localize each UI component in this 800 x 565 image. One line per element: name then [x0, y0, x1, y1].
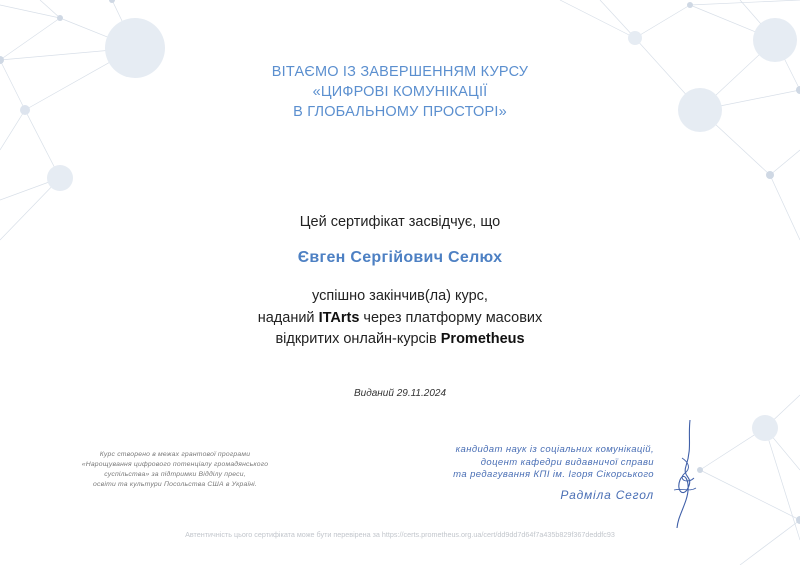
completion-line-2-before: наданий [257, 309, 319, 326]
course-heading [0, 62, 800, 122]
heading-line-3: В ГЛОБАЛЬНОМУ ПРОСТОРІ» [293, 104, 507, 120]
completion-line-3-before: відкритих онлайн-курсів [275, 331, 441, 347]
signer-title-line-1: кандидат наук із соціальних комунікацій, [455, 444, 654, 455]
completion-line-2 [0, 308, 800, 330]
certificate-intro: Цей сертифікат засвідчує, що [299, 214, 501, 230]
signer-title-line-2: доцент кафедри видавничої справи [480, 456, 654, 468]
grant-note-line-2: «Нарощування цифрового потенціалу громадянського [81, 461, 269, 468]
signature-icon [668, 418, 702, 530]
heading-line-1: ВІТАЄМО ІЗ ЗАВЕРШЕННЯМ КУРСУ [271, 64, 529, 80]
signer-name: Радміла Сегол [560, 488, 654, 502]
recipient-name: Євген Сергійович Селюх [297, 249, 503, 266]
completion-line-3 [0, 329, 800, 351]
signer-title [354, 444, 654, 482]
verification-note: Автентичність цього сертифіката може бути перевірена за https://certs.prometheus.org.ua/cert/dd9dd7d64f7a435b829f367deddfc93 [185, 530, 615, 539]
grant-note [50, 450, 300, 490]
grant-note-line-4: освіти та культури Посольства США в Україні. [93, 481, 257, 488]
heading-line-2: «ЦИФРОВІ КОМУНІКАЦІЇ [312, 84, 488, 100]
completion-statement [0, 286, 800, 351]
signer-title-line-3: та редагування КПІ ім. Ігоря Сікорського [453, 469, 654, 480]
completion-line-2-after: через платформу масових [359, 309, 543, 326]
provider-name: ITArts [318, 309, 360, 326]
issue-date: Виданий 29.11.2024 [353, 388, 447, 399]
grant-note-line-1: Курс створено в межах грантової програми [99, 451, 251, 458]
completion-line-1: успішно закінчив(ла) курс, [312, 288, 488, 304]
grant-note-line-3: суспільства» за підтримки Відділу преси, [104, 471, 246, 478]
platform-name: Prometheus [440, 331, 525, 347]
